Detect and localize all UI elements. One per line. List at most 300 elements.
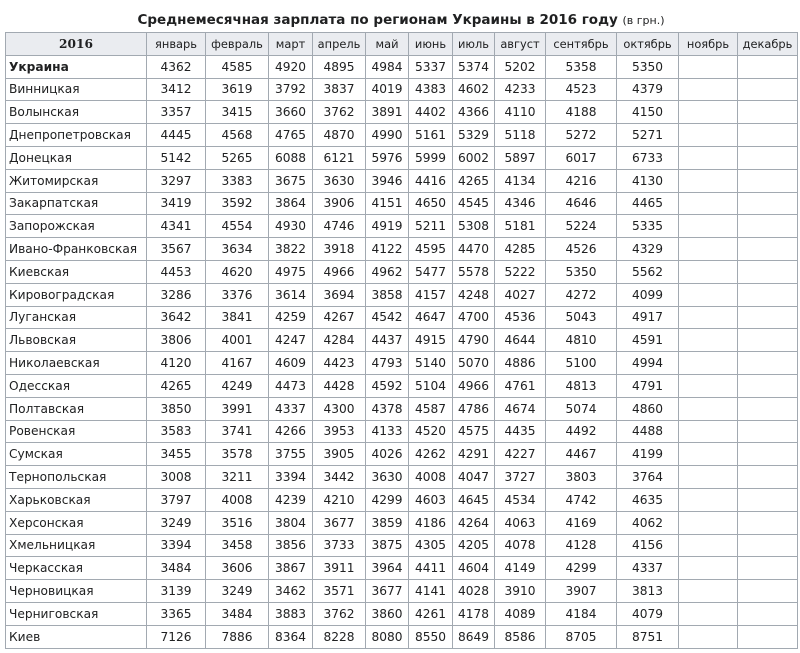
salary-value-cell bbox=[738, 466, 798, 489]
table-row bbox=[6, 306, 798, 329]
table-row bbox=[6, 192, 798, 215]
salary-value-cell: 4178 bbox=[453, 602, 495, 625]
salary-value-cell: 3891 bbox=[366, 101, 409, 124]
salary-value-cell: 4337 bbox=[269, 397, 313, 420]
salary-value-cell: 4008 bbox=[409, 466, 453, 489]
salary-value-cell: 4299 bbox=[546, 557, 617, 580]
salary-value-cell: 6121 bbox=[313, 146, 366, 169]
salary-value-cell: 4265 bbox=[147, 374, 206, 397]
salary-value-cell: 4184 bbox=[546, 602, 617, 625]
salary-value-cell: 3911 bbox=[313, 557, 366, 580]
salary-value-cell: 4134 bbox=[495, 169, 546, 192]
salary-value-cell: 4536 bbox=[495, 306, 546, 329]
salary-value-cell: 4790 bbox=[453, 329, 495, 352]
salary-value-cell: 5224 bbox=[546, 215, 617, 238]
salary-value-cell bbox=[679, 534, 738, 557]
salary-value-cell: 4587 bbox=[409, 397, 453, 420]
region-name-cell: Запорожская bbox=[6, 215, 147, 238]
salary-value-cell: 4259 bbox=[269, 306, 313, 329]
salary-value-cell: 3803 bbox=[546, 466, 617, 489]
salary-value-cell: 5897 bbox=[495, 146, 546, 169]
region-name-cell: Украина bbox=[6, 55, 147, 78]
table-row bbox=[6, 374, 798, 397]
salary-value-cell bbox=[679, 101, 738, 124]
salary-value-cell: 4930 bbox=[269, 215, 313, 238]
salary-value-cell: 4157 bbox=[409, 283, 453, 306]
table-row bbox=[6, 420, 798, 443]
salary-value-cell: 4366 bbox=[453, 101, 495, 124]
salary-value-cell: 3583 bbox=[147, 420, 206, 443]
table-row bbox=[6, 511, 798, 534]
salary-value-cell: 5308 bbox=[453, 215, 495, 238]
salary-value-cell: 3694 bbox=[313, 283, 366, 306]
salary-value-cell: 5265 bbox=[206, 146, 269, 169]
salary-value-cell: 4027 bbox=[495, 283, 546, 306]
month-header: сентябрь bbox=[546, 33, 617, 56]
salary-value-cell: 3357 bbox=[147, 101, 206, 124]
month-header: май bbox=[366, 33, 409, 56]
salary-value-cell: 3856 bbox=[269, 534, 313, 557]
salary-value-cell: 3859 bbox=[366, 511, 409, 534]
salary-value-cell: 4984 bbox=[366, 55, 409, 78]
salary-value-cell: 4488 bbox=[617, 420, 679, 443]
salary-value-cell bbox=[738, 55, 798, 78]
salary-value-cell: 4216 bbox=[546, 169, 617, 192]
salary-value-cell: 5350 bbox=[546, 260, 617, 283]
region-name-cell: Кировоградская bbox=[6, 283, 147, 306]
salary-value-cell bbox=[738, 306, 798, 329]
salary-value-cell: 3837 bbox=[313, 78, 366, 101]
salary-value-cell bbox=[738, 352, 798, 375]
salary-value-cell bbox=[679, 397, 738, 420]
salary-value-cell: 4620 bbox=[206, 260, 269, 283]
salary-value-cell: 4284 bbox=[313, 329, 366, 352]
salary-table-wrapper bbox=[5, 8, 797, 649]
salary-value-cell: 3619 bbox=[206, 78, 269, 101]
region-name-cell: Черкасская bbox=[6, 557, 147, 580]
salary-value-cell: 4110 bbox=[495, 101, 546, 124]
salary-value-cell: 4199 bbox=[617, 443, 679, 466]
caption-title: Среднемесячная зарплата по регионам Украины в 2016 году bbox=[137, 12, 618, 28]
salary-value-cell: 4291 bbox=[453, 443, 495, 466]
salary-value-cell bbox=[679, 466, 738, 489]
salary-table bbox=[5, 32, 798, 649]
region-name-cell: Полтавская bbox=[6, 397, 147, 420]
salary-value-cell: 5070 bbox=[453, 352, 495, 375]
salary-value-cell: 3867 bbox=[269, 557, 313, 580]
salary-value-cell: 4990 bbox=[366, 124, 409, 147]
salary-value-cell: 4026 bbox=[366, 443, 409, 466]
salary-value-cell: 5118 bbox=[495, 124, 546, 147]
region-name-cell: Тернопольская bbox=[6, 466, 147, 489]
salary-value-cell: 4205 bbox=[453, 534, 495, 557]
salary-value-cell: 4167 bbox=[206, 352, 269, 375]
table-row bbox=[6, 146, 798, 169]
salary-value-cell: 3918 bbox=[313, 238, 366, 261]
salary-value-cell bbox=[679, 260, 738, 283]
salary-value-cell: 3677 bbox=[313, 511, 366, 534]
month-header: декабрь bbox=[738, 33, 798, 56]
table-row bbox=[6, 580, 798, 603]
salary-value-cell: 4470 bbox=[453, 238, 495, 261]
salary-value-cell: 4765 bbox=[269, 124, 313, 147]
salary-value-cell: 4645 bbox=[453, 488, 495, 511]
salary-value-cell: 4585 bbox=[206, 55, 269, 78]
salary-value-cell: 5329 bbox=[453, 124, 495, 147]
salary-value-cell bbox=[679, 420, 738, 443]
salary-value-cell bbox=[738, 625, 798, 648]
salary-value-cell bbox=[679, 124, 738, 147]
salary-value-cell bbox=[738, 420, 798, 443]
salary-value-cell: 4895 bbox=[313, 55, 366, 78]
salary-value-cell: 4247 bbox=[269, 329, 313, 352]
region-name-cell: Житомирская bbox=[6, 169, 147, 192]
salary-value-cell: 3797 bbox=[147, 488, 206, 511]
salary-value-cell: 5374 bbox=[453, 55, 495, 78]
salary-value-cell: 5140 bbox=[409, 352, 453, 375]
salary-value-cell bbox=[738, 146, 798, 169]
region-name-cell: Черниговская bbox=[6, 602, 147, 625]
salary-value-cell: 4089 bbox=[495, 602, 546, 625]
salary-value-cell: 4128 bbox=[546, 534, 617, 557]
salary-value-cell: 3286 bbox=[147, 283, 206, 306]
salary-value-cell: 4591 bbox=[617, 329, 679, 352]
table-row bbox=[6, 329, 798, 352]
salary-value-cell: 4305 bbox=[409, 534, 453, 557]
salary-value-cell: 8586 bbox=[495, 625, 546, 648]
salary-value-cell: 3008 bbox=[147, 466, 206, 489]
salary-value-cell: 4609 bbox=[269, 352, 313, 375]
salary-value-cell bbox=[679, 306, 738, 329]
salary-value-cell: 4272 bbox=[546, 283, 617, 306]
salary-value-cell: 6017 bbox=[546, 146, 617, 169]
salary-value-cell: 4534 bbox=[495, 488, 546, 511]
salary-value-cell: 4120 bbox=[147, 352, 206, 375]
salary-value-cell: 4761 bbox=[495, 374, 546, 397]
salary-value-cell bbox=[738, 192, 798, 215]
salary-value-cell: 4133 bbox=[366, 420, 409, 443]
salary-value-cell: 4545 bbox=[453, 192, 495, 215]
month-header: август bbox=[495, 33, 546, 56]
month-header: январь bbox=[147, 33, 206, 56]
salary-value-cell: 4919 bbox=[366, 215, 409, 238]
table-row bbox=[6, 397, 798, 420]
region-name-cell: Ровенская bbox=[6, 420, 147, 443]
salary-value-cell: 3412 bbox=[147, 78, 206, 101]
salary-value-cell: 3813 bbox=[617, 580, 679, 603]
salary-value-cell: 3883 bbox=[269, 602, 313, 625]
salary-value-cell: 3642 bbox=[147, 306, 206, 329]
salary-value-cell: 3677 bbox=[366, 580, 409, 603]
salary-value-cell: 4008 bbox=[206, 488, 269, 511]
salary-value-cell: 4644 bbox=[495, 329, 546, 352]
salary-value-cell: 3462 bbox=[269, 580, 313, 603]
salary-value-cell: 5104 bbox=[409, 374, 453, 397]
salary-value-cell: 4966 bbox=[313, 260, 366, 283]
salary-value-cell: 4700 bbox=[453, 306, 495, 329]
salary-value-cell: 4595 bbox=[409, 238, 453, 261]
salary-value-cell: 3864 bbox=[269, 192, 313, 215]
caption-unit: (в грн.) bbox=[622, 14, 665, 27]
salary-value-cell: 4635 bbox=[617, 488, 679, 511]
salary-value-cell: 3297 bbox=[147, 169, 206, 192]
salary-value-cell: 3660 bbox=[269, 101, 313, 124]
salary-value-cell bbox=[679, 488, 738, 511]
salary-value-cell: 3394 bbox=[269, 466, 313, 489]
salary-value-cell: 4411 bbox=[409, 557, 453, 580]
salary-value-cell: 4227 bbox=[495, 443, 546, 466]
month-header: февраль bbox=[206, 33, 269, 56]
table-row bbox=[6, 443, 798, 466]
salary-value-cell: 4188 bbox=[546, 101, 617, 124]
salary-value-cell: 4402 bbox=[409, 101, 453, 124]
salary-value-cell bbox=[738, 283, 798, 306]
region-name-cell: Одесская bbox=[6, 374, 147, 397]
salary-value-cell: 3792 bbox=[269, 78, 313, 101]
salary-value-cell: 3964 bbox=[366, 557, 409, 580]
region-name-cell: Львовская bbox=[6, 329, 147, 352]
salary-value-cell: 4746 bbox=[313, 215, 366, 238]
salary-value-cell: 4362 bbox=[147, 55, 206, 78]
salary-value-cell: 4915 bbox=[409, 329, 453, 352]
salary-value-cell: 4264 bbox=[453, 511, 495, 534]
salary-value-cell: 4646 bbox=[546, 192, 617, 215]
salary-value-cell: 4047 bbox=[453, 466, 495, 489]
salary-value-cell bbox=[738, 557, 798, 580]
salary-value-cell: 3634 bbox=[206, 238, 269, 261]
salary-value-cell: 3953 bbox=[313, 420, 366, 443]
salary-value-cell: 3727 bbox=[495, 466, 546, 489]
salary-value-cell: 4917 bbox=[617, 306, 679, 329]
salary-value-cell: 4099 bbox=[617, 283, 679, 306]
salary-value-cell bbox=[679, 557, 738, 580]
salary-value-cell bbox=[679, 78, 738, 101]
region-name-cell: Черновицкая bbox=[6, 580, 147, 603]
salary-value-cell: 3376 bbox=[206, 283, 269, 306]
salary-value-cell: 4078 bbox=[495, 534, 546, 557]
salary-value-cell: 3606 bbox=[206, 557, 269, 580]
region-name-cell: Луганская bbox=[6, 306, 147, 329]
salary-value-cell: 5272 bbox=[546, 124, 617, 147]
salary-value-cell bbox=[738, 78, 798, 101]
month-header: апрель bbox=[313, 33, 366, 56]
salary-value-cell bbox=[679, 146, 738, 169]
salary-value-cell bbox=[679, 192, 738, 215]
salary-value-cell bbox=[679, 602, 738, 625]
salary-value-cell: 4886 bbox=[495, 352, 546, 375]
salary-value-cell: 4062 bbox=[617, 511, 679, 534]
salary-value-cell: 5350 bbox=[617, 55, 679, 78]
table-row bbox=[6, 101, 798, 124]
table-row bbox=[6, 557, 798, 580]
salary-value-cell: 4428 bbox=[313, 374, 366, 397]
salary-value-cell bbox=[738, 238, 798, 261]
salary-value-cell: 7886 bbox=[206, 625, 269, 648]
salary-value-cell: 6002 bbox=[453, 146, 495, 169]
salary-value-cell: 4248 bbox=[453, 283, 495, 306]
salary-value-cell bbox=[738, 124, 798, 147]
month-header: июль bbox=[453, 33, 495, 56]
salary-value-cell: 4001 bbox=[206, 329, 269, 352]
salary-value-cell: 3630 bbox=[313, 169, 366, 192]
table-row bbox=[6, 625, 798, 648]
salary-value-cell: 4299 bbox=[366, 488, 409, 511]
salary-value-cell: 3822 bbox=[269, 238, 313, 261]
salary-value-cell: 4122 bbox=[366, 238, 409, 261]
salary-value-cell: 3841 bbox=[206, 306, 269, 329]
salary-value-cell: 5578 bbox=[453, 260, 495, 283]
salary-value-cell: 3442 bbox=[313, 466, 366, 489]
salary-value-cell: 4435 bbox=[495, 420, 546, 443]
salary-value-cell bbox=[679, 215, 738, 238]
salary-value-cell: 4602 bbox=[453, 78, 495, 101]
salary-value-cell: 4300 bbox=[313, 397, 366, 420]
salary-value-cell bbox=[679, 238, 738, 261]
salary-value-cell: 8751 bbox=[617, 625, 679, 648]
table-caption bbox=[5, 8, 797, 32]
salary-value-cell: 5074 bbox=[546, 397, 617, 420]
salary-value-cell: 4346 bbox=[495, 192, 546, 215]
salary-value-cell: 4337 bbox=[617, 557, 679, 580]
salary-value-cell: 4341 bbox=[147, 215, 206, 238]
table-row bbox=[6, 534, 798, 557]
month-header: ноябрь bbox=[679, 33, 738, 56]
salary-value-cell: 4423 bbox=[313, 352, 366, 375]
salary-value-cell: 7126 bbox=[147, 625, 206, 648]
salary-value-cell bbox=[738, 397, 798, 420]
salary-value-cell: 4285 bbox=[495, 238, 546, 261]
region-name-cell: Николаевская bbox=[6, 352, 147, 375]
salary-value-cell bbox=[679, 352, 738, 375]
salary-value-cell bbox=[679, 511, 738, 534]
salary-value-cell: 6733 bbox=[617, 146, 679, 169]
salary-value-cell: 5161 bbox=[409, 124, 453, 147]
salary-value-cell: 4975 bbox=[269, 260, 313, 283]
salary-value-cell bbox=[738, 580, 798, 603]
salary-value-cell: 5100 bbox=[546, 352, 617, 375]
salary-value-cell bbox=[738, 101, 798, 124]
salary-value-cell: 4379 bbox=[617, 78, 679, 101]
salary-value-cell: 4079 bbox=[617, 602, 679, 625]
salary-value-cell: 4674 bbox=[495, 397, 546, 420]
salary-value-cell: 4962 bbox=[366, 260, 409, 283]
salary-value-cell: 4542 bbox=[366, 306, 409, 329]
salary-value-cell: 3567 bbox=[147, 238, 206, 261]
salary-value-cell: 4860 bbox=[617, 397, 679, 420]
salary-value-cell bbox=[738, 488, 798, 511]
salary-value-cell: 4329 bbox=[617, 238, 679, 261]
salary-value-cell: 4156 bbox=[617, 534, 679, 557]
salary-value-cell bbox=[679, 580, 738, 603]
salary-value-cell: 4994 bbox=[617, 352, 679, 375]
salary-value-cell: 3764 bbox=[617, 466, 679, 489]
salary-value-cell bbox=[679, 283, 738, 306]
year-header: 2016 bbox=[6, 33, 147, 56]
salary-value-cell: 4445 bbox=[147, 124, 206, 147]
salary-value-cell: 4492 bbox=[546, 420, 617, 443]
salary-value-cell: 6088 bbox=[269, 146, 313, 169]
salary-value-cell: 8080 bbox=[366, 625, 409, 648]
region-name-cell: Харьковская bbox=[6, 488, 147, 511]
salary-value-cell: 4028 bbox=[453, 580, 495, 603]
salary-value-cell: 3383 bbox=[206, 169, 269, 192]
salary-value-cell: 5337 bbox=[409, 55, 453, 78]
region-name-cell: Днепропетровская bbox=[6, 124, 147, 147]
salary-value-cell: 4520 bbox=[409, 420, 453, 443]
salary-value-cell: 4266 bbox=[269, 420, 313, 443]
salary-value-cell: 5477 bbox=[409, 260, 453, 283]
salary-value-cell bbox=[738, 169, 798, 192]
salary-value-cell: 3249 bbox=[206, 580, 269, 603]
table-row bbox=[6, 260, 798, 283]
salary-value-cell: 3249 bbox=[147, 511, 206, 534]
salary-value-cell: 3211 bbox=[206, 466, 269, 489]
salary-value-cell: 8228 bbox=[313, 625, 366, 648]
salary-value-cell: 3484 bbox=[206, 602, 269, 625]
salary-value-cell: 3804 bbox=[269, 511, 313, 534]
salary-value-cell: 4473 bbox=[269, 374, 313, 397]
salary-value-cell: 8705 bbox=[546, 625, 617, 648]
salary-value-cell: 5181 bbox=[495, 215, 546, 238]
table-row bbox=[6, 466, 798, 489]
salary-value-cell: 3455 bbox=[147, 443, 206, 466]
table-row bbox=[6, 352, 798, 375]
salary-value-cell: 3762 bbox=[313, 602, 366, 625]
salary-value-cell: 4210 bbox=[313, 488, 366, 511]
salary-value-cell bbox=[738, 602, 798, 625]
salary-value-cell: 3741 bbox=[206, 420, 269, 443]
salary-value-cell: 4465 bbox=[617, 192, 679, 215]
salary-value-cell: 3850 bbox=[147, 397, 206, 420]
salary-value-cell: 4233 bbox=[495, 78, 546, 101]
salary-value-cell: 5142 bbox=[147, 146, 206, 169]
region-name-cell: Винницкая bbox=[6, 78, 147, 101]
salary-value-cell: 4813 bbox=[546, 374, 617, 397]
table-row bbox=[6, 283, 798, 306]
salary-value-cell: 4526 bbox=[546, 238, 617, 261]
salary-value-cell: 4920 bbox=[269, 55, 313, 78]
salary-value-cell: 4592 bbox=[366, 374, 409, 397]
salary-value-cell: 3906 bbox=[313, 192, 366, 215]
salary-value-cell: 4523 bbox=[546, 78, 617, 101]
month-header: октябрь bbox=[617, 33, 679, 56]
salary-value-cell: 4870 bbox=[313, 124, 366, 147]
salary-value-cell bbox=[738, 329, 798, 352]
salary-value-cell: 3484 bbox=[147, 557, 206, 580]
salary-value-cell: 4793 bbox=[366, 352, 409, 375]
region-name-cell: Сумская bbox=[6, 443, 147, 466]
salary-value-cell: 3755 bbox=[269, 443, 313, 466]
salary-value-cell: 3419 bbox=[147, 192, 206, 215]
salary-value-cell: 3458 bbox=[206, 534, 269, 557]
salary-value-cell: 3907 bbox=[546, 580, 617, 603]
header-row bbox=[6, 33, 798, 56]
salary-value-cell: 8364 bbox=[269, 625, 313, 648]
salary-value-cell: 5202 bbox=[495, 55, 546, 78]
salary-value-cell: 4141 bbox=[409, 580, 453, 603]
table-row bbox=[6, 78, 798, 101]
salary-value-cell: 5999 bbox=[409, 146, 453, 169]
salary-value-cell: 4249 bbox=[206, 374, 269, 397]
salary-value-cell bbox=[738, 511, 798, 534]
salary-value-cell: 4554 bbox=[206, 215, 269, 238]
salary-value-cell: 3415 bbox=[206, 101, 269, 124]
region-name-cell: Волынская bbox=[6, 101, 147, 124]
salary-value-cell bbox=[738, 215, 798, 238]
salary-value-cell bbox=[679, 625, 738, 648]
salary-value-cell: 5976 bbox=[366, 146, 409, 169]
salary-value-cell: 4650 bbox=[409, 192, 453, 215]
